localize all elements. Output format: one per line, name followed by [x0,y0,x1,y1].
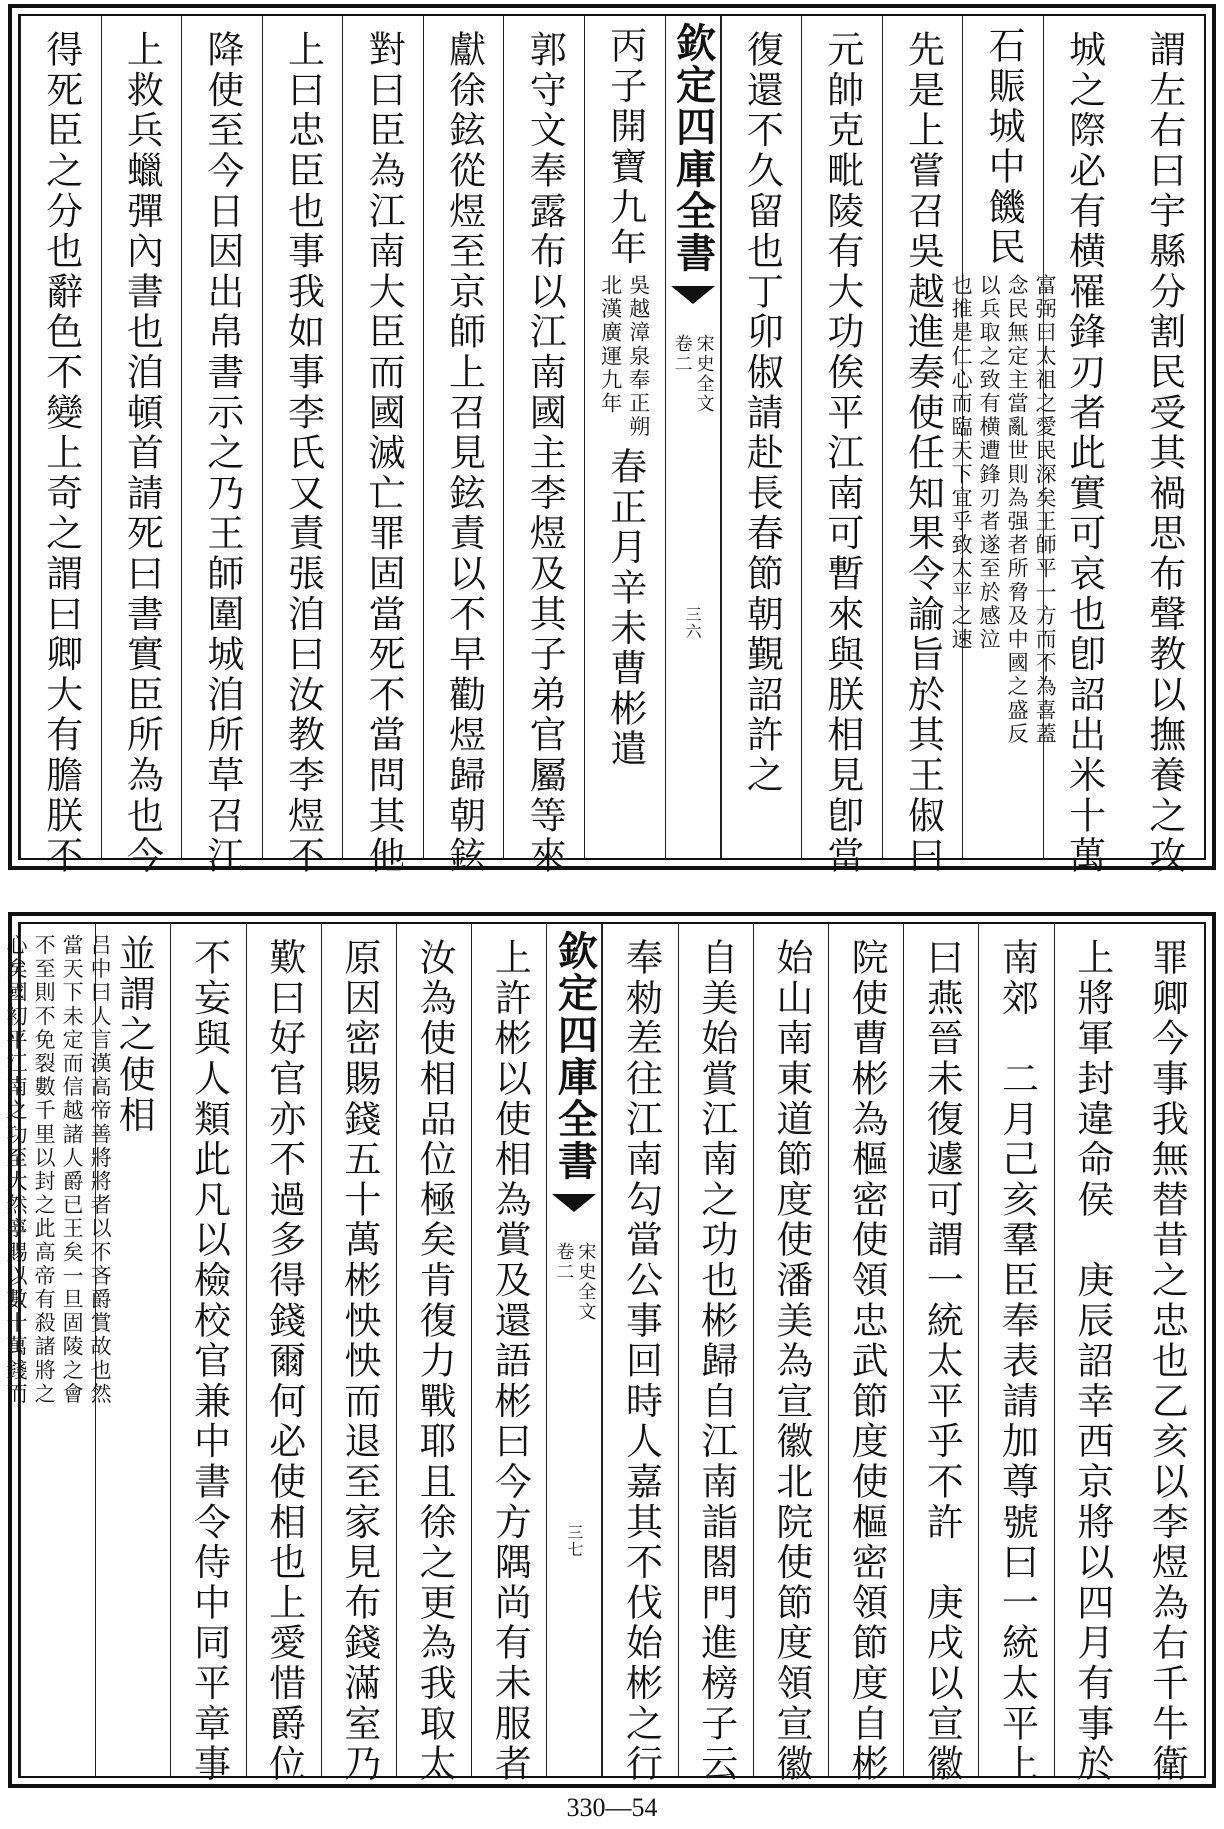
mixed-line [949,16,1058,746]
text-line: 自美始賞江南之功也彬歸自江南詣閤門進榜子云 [694,938,738,1785]
bottom-left-column [246,924,321,1785]
top-right-column [1123,16,1204,877]
text-line-main: 石賑城中饑民 [982,26,1026,268]
top-left-column [262,16,343,877]
text-line: 城之際必有横罹鋒刃者此實可哀也卽詔出米十萬 [1062,30,1106,877]
annotation-line: 不至則不免裂數千里以封之此高帝有殺諸將之 [32,934,57,1406]
top-left-column [503,16,584,877]
text-line: 上救兵蠟彈內書也洎頓首請死曰書實臣所為也今 [120,30,164,877]
text-line: 罪卿今事我無替昔之忠也乙亥以李煜為右千牛衛 [1145,938,1189,1785]
bottom-right-column [602,924,677,1785]
spine-juan: 卷二 [671,334,693,374]
text-line: 獻徐鉉從煜至京師上召見鉉責以不早勸煜歸朝鉉 [442,30,486,877]
spine-meta [666,334,720,414]
text-line: 對曰臣為江南大臣而國滅亡罪固當死不當問其他 [362,30,406,877]
bottom-right-column [753,924,828,1785]
annotation-line: 北漢廣運九年 [598,273,623,416]
bottom-right-column [978,924,1053,1785]
bottom-left-column [396,924,471,1785]
text-line: 謂左右曰宇縣分割民受其禍思布聲教以撫養之攻 [1142,30,1186,877]
top-left-column [342,16,423,877]
spine-book: 宋史全文 [575,1242,597,1322]
text-line: 上將軍封違命侯 庚辰詔幸西京將以四月有事於 [1070,938,1114,1785]
text-line-main: 並謂之使相 [112,934,156,1136]
bottom-page [4,912,1216,1788]
text-line: 上曰忠臣也事我如事李氏又責張洎曰汝教李煜不 [281,30,325,877]
text-line: 院使曹彬為樞密使領忠武節度使樞密領節度自彬 [845,938,889,1785]
bottom-left-column [471,924,546,1785]
bottom-right-column [1129,924,1204,1785]
annotation-line: 以兵取之致有横遭鋒刃者遂至於感泣 [977,273,1002,652]
spine-fishtail [671,286,715,304]
text-line: 降使至今日因出帛書示之乃王師圍城洎所草召江 [200,30,244,877]
text-line: 元帥克毗陵有大功俟平江南可暫來與朕相見卽當 [820,30,864,877]
annotation-block [947,268,1059,746]
mixed-line [4,924,113,1406]
text-line-tail: 春正月辛未曹彬遣 [603,447,647,770]
annotation-block [2,924,114,1406]
spine-juan: 卷二 [553,1242,575,1282]
bottom-right-column [903,924,978,1785]
top-spine [665,16,721,858]
page-number: 330—54 [566,1793,658,1822]
annotation-line: 富弼曰太祖之愛民深矣王師平一方而不為喜蓋 [1033,273,1058,746]
bottom-spine [546,924,602,1776]
spine-title: 欽定四庫全書 [551,930,599,1182]
top-left-column [20,16,101,877]
text-line: 復還不久留也丁卯俶請赴長春節朝覲詔許之 [740,30,784,796]
spine-title: 欽定四庫全書 [669,22,717,274]
top-left-column [423,16,504,877]
bottom-right-column [828,924,903,1785]
annotation-block [597,268,653,439]
top-right-column [721,16,802,858]
text-line: 曰燕晉未復遽可謂一統太平乎不許 庚戌以宣徽 [920,938,964,1785]
text-line: 原因密賜錢五十萬彬怏怏而退至家見布錢滿室乃 [337,938,381,1785]
annotation-line: 吳越漳泉奉正朔 [626,273,651,440]
top-page [8,4,1216,877]
text-line: 歎曰好官亦不過多得錢爾何必使相也上愛惜爵位 [262,938,306,1785]
text-line: 南郊 二月己亥羣臣奉表請加尊號曰一統太平上 [995,938,1039,1785]
spine-fishtail [552,1194,596,1212]
annotation-line: 當天下未定而信越諸人爵已王矣一旦固陵之會 [60,934,85,1406]
spine-meta [547,1242,601,1322]
text-line: 上許彬以使相為賞及還語彬曰今方隅尚有未服者 [488,938,532,1785]
top-right-column [801,16,882,877]
annotation-line: 也推是仁心而臨天下宜乎致太平之速 [949,273,974,652]
spine-book: 宋史全文 [693,334,715,414]
top-right-column [949,16,1058,858]
annotation-line: 吕中曰人言漢高帝善將將者以不吝爵賞故也然 [88,934,113,1406]
text-line: 郭守文奉露布以江南國主李煜及其子弟官屬等來 [523,30,567,877]
spine-folio: 三六 [683,606,703,640]
top-left-column [584,16,665,858]
bottom-right-column [678,924,753,1785]
annotation-line: 心矣國初平江南之功至大然寧賜以數十萬錢而 [4,934,29,1406]
top-left-column [101,16,182,877]
bottom-left-column [321,924,396,1785]
text-line: 得死臣之分也辭色不變上奇之謂曰卿大有膽朕不 [39,30,83,877]
top-page-frame [18,14,1206,877]
text-line: 始山南東道節度使潘美為宣徽北院使節度領宣徽 [769,938,813,1785]
text-line: 汝為使相品位極矣肯復力戰耶且徐之更為我取太 [413,938,457,1785]
bottom-page-frame [4,922,1206,1785]
annotation-line: 念民無定主當亂世則為强者所脅及中國之盛反 [1005,273,1030,746]
text-line: 先是上嘗召吳越進奏使任知果令諭旨於其王俶曰 [901,30,945,877]
top-right-column [882,16,963,877]
bottom-left-column [4,924,113,1776]
text-line: 奉勑差往江南勾當公事回時人嘉其不伐始彬之行 [619,938,663,1785]
mixed-line [585,16,665,769]
bottom-left-column [170,924,245,1785]
spine-folio: 三七 [564,1524,584,1558]
text-line: 不妄與人類此凡以檢校官兼中書令侍中同平章事 [187,938,231,1785]
bottom-right-column [1054,924,1129,1785]
top-left-column [181,16,262,877]
text-line-main: 丙子開寶九年 [603,26,647,268]
